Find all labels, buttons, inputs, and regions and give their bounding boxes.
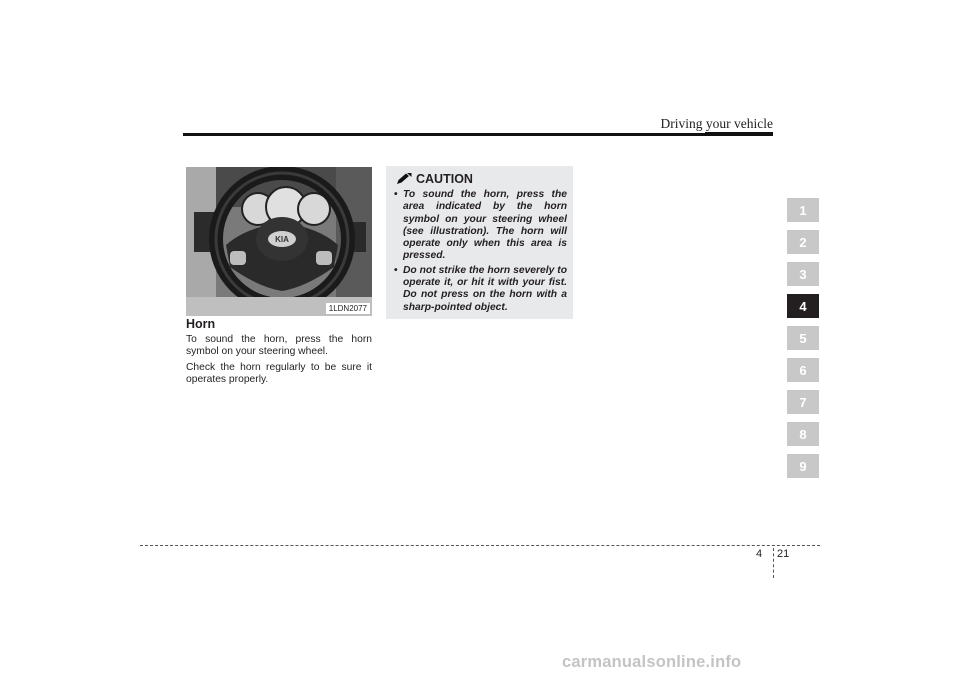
bullet: • bbox=[394, 264, 398, 276]
footer-rule bbox=[140, 545, 820, 546]
caution-list bbox=[394, 189, 567, 316]
header-rule-accent bbox=[705, 132, 773, 136]
steering-wheel-photo bbox=[186, 167, 372, 316]
page-chapter-number: 4 bbox=[756, 548, 763, 560]
watermark: carmanualsonline.info bbox=[562, 653, 742, 671]
bullet: • bbox=[394, 189, 398, 200]
list-item bbox=[394, 265, 567, 314]
figure-code: 1LDN2077 bbox=[326, 303, 370, 314]
caution-header bbox=[396, 172, 473, 186]
list-item bbox=[394, 189, 567, 263]
chapter-tab-5[interactable]: 5 bbox=[787, 326, 819, 350]
pencil-icon bbox=[396, 173, 412, 185]
chapter-tab-6[interactable]: 6 bbox=[787, 358, 819, 382]
chapter-tab-7[interactable]: 7 bbox=[787, 390, 819, 414]
paragraph: Check the horn regularly to be sure it operates properly. bbox=[186, 362, 372, 386]
caution-item-text: To sound the horn, press the area indicated by the horn symbol on your steering wheel (see illustration). The horn will operate only when this area is pressed. bbox=[403, 189, 567, 262]
header-rule bbox=[183, 133, 773, 136]
running-header-title: Driving your vehicle bbox=[660, 116, 773, 131]
chapter-tab-4[interactable]: 4 bbox=[787, 294, 819, 318]
footer-divider bbox=[773, 548, 774, 578]
paragraph: To sound the horn, press the horn symbol on your steering wheel. bbox=[186, 334, 372, 358]
caution-title: CAUTION bbox=[416, 172, 473, 186]
caution-item-text: Do not strike the horn severely to operate it, or hit it with your fist. Do not press on the horn with a sharp-pointed object. bbox=[403, 264, 567, 313]
chapter-tab-3[interactable]: 3 bbox=[787, 262, 819, 286]
chapter-tab-9[interactable]: 9 bbox=[787, 454, 819, 478]
section-heading: Horn bbox=[186, 317, 216, 331]
chapter-tab-2[interactable]: 2 bbox=[787, 230, 819, 254]
chapter-tab-1[interactable]: 1 bbox=[787, 198, 819, 222]
page-number: 21 bbox=[777, 548, 790, 560]
kia-logo: KIA bbox=[275, 235, 289, 244]
chapter-tab-8[interactable]: 8 bbox=[787, 422, 819, 446]
caution-box bbox=[386, 166, 573, 319]
